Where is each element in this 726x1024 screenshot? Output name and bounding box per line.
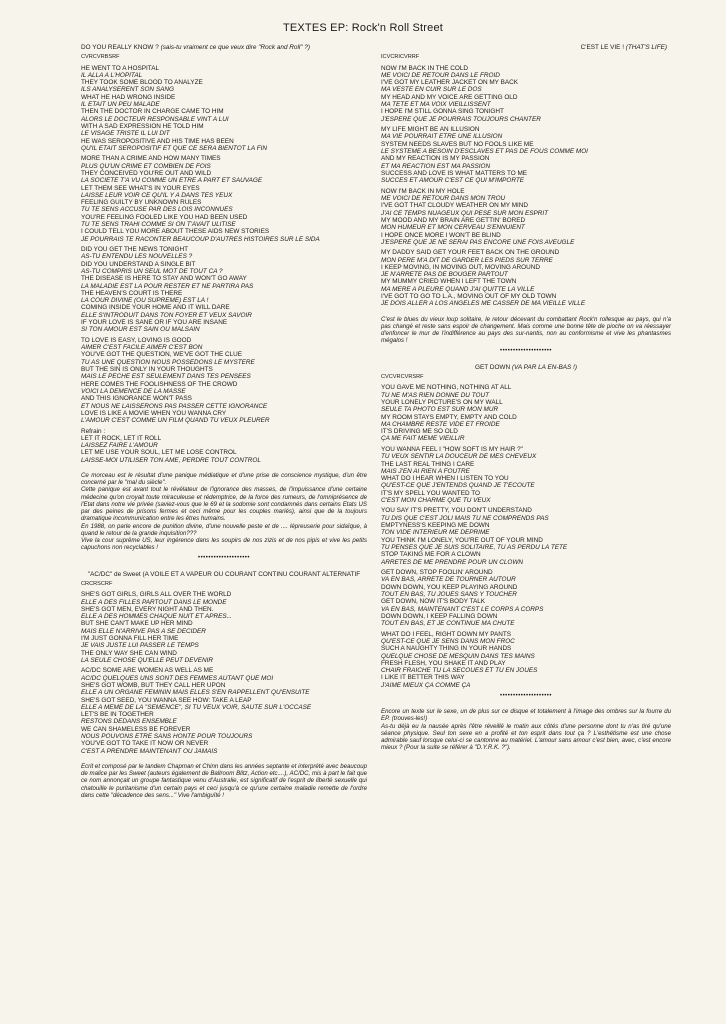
lyric-line-french: AC/DC QUELQUES UNS SONT DES FEMMES AUTANT QUE MOI [81,674,274,682]
song-header [381,44,671,51]
lyric-line-french: JE POURRAIS TE RACONTER BEAUCOUP D'AUTRES HISTOIRES SUR LE SIDA [81,235,320,243]
lyric-line: YOU WANNA FEEL I "HOW SOFT IS MY HAIR ?" [381,445,523,453]
song-do-you-really-know [81,44,367,563]
lyric-line: THEN THE DOCTOR IN CHARGE CAME TO HIM [81,108,224,116]
lyric-line: MY HEAD AND MY VOICE ARE GETTING OLD [381,93,518,101]
lyric-line: I'VE GOT THAT CLOUDY WEATHER ON MY MIND [381,202,529,210]
lyric-line: I'VE GOT TO GO TO L.A., MOVING OUT OF MY OLD TOWN [381,293,557,301]
lyric-line-french: VOICI LA DEMENCE DE LA MASSE [81,387,186,395]
lyric-line-french: IL ALLA A L'HOPITAL [81,71,143,79]
lyric-line: DOWN DOWN, YOU KEEP PLAYING AROUND [381,583,518,591]
left-column [81,44,367,803]
lyric-line-french: ELLE S'INTRODUIT DANS TON FOYER ET VEUX SAVOIR [81,311,252,319]
lyric-line-french: LAISSE LEUR VOIR CE QU'IL Y A DANS TES YEUX [81,191,233,199]
lyric-line: YOU GAVE ME NOTHING, NOTHING AT ALL [381,384,512,392]
stanza [381,631,671,689]
commentary-paragraph: Vive la cour suprême US, leur ingérence dans les soupirs de nos zizis et de nos pipis et vive les petits capuchons non recyclables ! [81,536,367,552]
song-title-translation: (THAT'S LIFE) [625,44,667,51]
lyric-line: IT'S DRIVING ME SO OLD [381,428,458,436]
song-title: "AC/DC" de Sweet (A VOILE ET A VAPEUR OU COURANT CONTINU COURANT ALTERNATIF [87,570,361,578]
song-title: C'EST LE VIE ! [580,44,624,51]
lyric-line: AC/DC SOME ARE WOMEN AS WELL AS ME [81,667,214,675]
stanza [381,188,671,246]
commentary-paragraph: Cette panique est avant tout le révélateur de l'ignorance des masses, de l'impuissance d'une certaine médecine qu'on croyait toute miraculeuse et rédemptrice, de la force des rumeurs, de l'omniprésence de l'Etat dans notre vie privée (saviez-vous que le 69 et la sodomie sont condamnés dans certains Etats US par des peines de prisons fermes et ceci même pour les couples mariés), ainsi que de la toujours dramatique incommunication entre les êtres humains. [81,486,367,523]
lyric-line-french: SI TON AMOUR EST SAIN OU MALSAIN [81,326,200,334]
lyric-line: SUCCESS AND LOVE IS WHAT MATTERS TO ME [381,169,528,177]
lyric-line: THE ONLY WAY SHE CAN WIND [81,649,177,657]
lyric-line-french: AIMER C'EST FACILE AIMER C'EST BON [81,344,203,352]
lyric-line-french: J'ESPERE QUE JE NE SERAI PAS ENCORE UNE FOIS AVEUGLE [381,238,575,246]
lyric-line: MORE THAN A CRIME AND HOW MANY TIMES [81,155,221,163]
lyric-line: DID YOU GET THE NEWS TONIGHT [81,246,188,254]
lyric-line-french: MA VIE POURRAIT ETRE UNE ILLUSION [381,133,503,141]
lyric-line-french: TU DIS QUE C'EST JOLI MAIS TU NE COMPRENDS PAS [381,514,549,522]
lyric-line-french: TON VIDE INTERIEUR ME DEPRIME [381,529,490,537]
lyric-line: WHAT HE HAD WRONG INSIDE [81,93,176,101]
song-header [381,364,671,371]
lyric-line-french: LE VISAGE TRISTE IL LUI DIT [81,130,170,138]
lyric-line: SUCH A NAUGHTY THING IN YOUR HANDS [381,645,512,653]
lyric-line: GET DOWN, STOP FOOLIN' AROUND [381,569,493,577]
lyric-line-french: TU NE M'AS RIEN DONNE DU TOUT [381,391,489,399]
lyric-line: HE WAS SEROPOSITIVE AND HIS TIME HAS BEEN [81,137,234,145]
lyric-line-french: JE VAIS JUSTE LUI PASSER LE TEMPS [81,642,199,650]
stanza [381,249,671,307]
song-structure-code: CVRCVRBSRF [81,54,120,61]
lyric-line-french: L'AMOUR C'EST COMME UN FILM QUAND TU VEUX PLEURER [81,417,270,425]
lyrics [81,591,367,755]
lyric-line: YOU THINK I'M LONELY, YOU'RE OUT OF YOUR MIND [381,536,543,544]
stanza [81,428,367,464]
lyric-line: IF YOUR LOVE IS SANE OR IF YOU ARE INSANE [81,319,228,327]
lyric-line-french: SEULE TA PHOTO EST SUR MON MUR [381,406,499,414]
commentary-paragraph: Ecrit et composé par le tandem Chapman et Chinn dans les années septante et interprété avec beaucoup de malice par les Sweet (auteurs également de Ballroom Blitz, Action etc....), AC/DC, mis à part le fait que ce nom annonçait un groupe fantastique venu d'Australie, est significatif de l'esprit de liberté sexuelle qui chatouille le puritanisme d'un certain pays et ceci jusqu'à ce qu'une certaine maladie remette de l'ordre dans cette "décadence des sens..." Vive l'ambiguïté ! [81,762,367,799]
song-title-translation: (sais-tu vraiment ce que veux dire "Rock and Roll" ?) [160,44,311,51]
lyric-line: COMING INSIDE YOUR HOME AND IT WILL DARE [81,304,230,312]
lyric-line: AND THIS IGNORANCE WON'T PASS [81,395,192,403]
lyric-line-french: IL ETAIT UN PEU MALADE [81,101,160,109]
lyric-line: SHE'S GOT SEED, YOU WANNA SEE HOW: TAKE A LEAP [81,696,252,704]
lyric-line-french: PLUS QU'UN CRIME ET COMBIEN DE FOIS [81,162,211,170]
lyric-line-french: ELLE A DES HOMMES CHAQUE NUIT ET APRES... [81,613,232,621]
lyric-line-french: VA EN BAS, MAINTENANT C'EST LE CORPS A CORPS [381,605,544,613]
lyric-line: I LIKE IT BETTER THIS WAY [381,674,465,682]
commentary-paragraph: Ce morceau est le résultat d'une panique médiatique et d'une prise de conscience mystique, d'un être concerné par le "mal du siècle". [81,472,367,487]
lyric-line-french: MA TETE ET MA VOIX VIEILLISSENT [381,101,491,109]
lyric-line: I HOPE I'M STILL GONNA SING TONIGHT [381,108,504,116]
stanza [381,126,671,184]
lyric-line: DOWN DOWN, I KEEP FALLING DOWN [381,612,498,620]
separator: •••••••••••••••••••• [499,348,552,355]
lyric-line-french: LA SOCIETE T'A VU COMME UN ETRE A PART ET SAUVAGE [81,177,263,185]
lyric-line: HE WENT TO A HOSPITAL [81,64,160,72]
lyric-line: I KEEP MOVING, IN MOVING OUT, MOVING AROUND [381,263,540,271]
lyric-line-french: MA CHAMBRE RESTE VIDE ET FROIDE [381,420,500,428]
lyric-line: GET DOWN, NOW IT'S BODY TALK [381,598,486,606]
stanza [381,384,671,442]
lyric-line: LOVE IS LIKE A MOVIE WHEN YOU WANNA CRY [81,409,227,417]
lyric-line-french: ME VOICI DE RETOUR DANS MON TROU [381,195,506,203]
lyric-line: YOU SAY IT'S PRETTY, YOU DON'T UNDERSTAND [381,507,532,515]
right-column [381,44,671,756]
lyric-line: THE DISEASE IS HERE TO STAY AND WON'T GO AWAY [81,275,247,283]
stanza [81,65,367,153]
lyric-line: MY MOOD AND MY BRAIN ARE GETTIN' BORED [381,216,526,224]
lyric-line-french: AS-TU ENTENDU LES NOUVELLES ? [81,253,193,261]
lyric-line: NOW I'M BACK IN MY HOLE [381,187,465,195]
lyric-line: MY MUMMY CRIED WHEN I LEFT THE TOWN [381,278,517,286]
stanza [81,246,367,334]
lyric-line: LET'S BE IN TOGETHER [81,711,154,719]
lyric-line-french: C'EST MON CHARME QUE TU VEUX [381,497,491,504]
lyric-line: NOW I'M BACK IN THE COLD [381,64,469,72]
lyric-line: SHE'S GOT WOMB, BUT THEY CALL HER UPON [81,681,226,689]
lyric-line-french: LA MALADIE EST LA POUR RESTER ET NE PARTIRA PAS [81,282,254,290]
lyrics [381,384,671,689]
lyric-line-french: ET MA REACTION EST MA PASSION [381,162,491,170]
lyric-line: I'M JUST GONNA FILL HER TIME [81,634,179,642]
lyric-line: WHAT DO I HEAR WHEN I LISTEN TO YOU [381,475,509,483]
song-header [81,44,367,51]
song-cest-la-vie [381,44,671,356]
lyric-line-french: QU'IL ETAIT SEROPOSITIF ET QUE CE SERA BIENTOT LA FIN [81,144,267,152]
lyric-line: SYSTEM NEEDS SLAVES BUT NO FOOLS LIKE ME [381,140,534,148]
stanza [381,446,671,504]
lyric-line-french: ELLE A UN ORGANE FEMININ MAIS ELLES S'EN RAPPELLENT QU'ENSUITE [81,689,310,697]
lyric-line-french: MON PERE M'A DIT DE GARDER LES PIEDS SUR TERRE [381,256,553,264]
lyric-line-french: LAISSEZ FAIRE L'AMOUR [81,442,158,450]
lyric-line-french: MAIS J'EN AI RIEN A FOUTRE [381,467,470,475]
song-title: GET DOWN [475,363,511,371]
lyric-line: YOU'VE GOT THE QUESTION, WE'VE GOT THE CLUE [81,351,243,359]
lyric-line-french: RESTONS DEDANS ENSEMBLE [81,718,177,726]
lyric-line-french: ME VOICI DE RETOUR DANS LE FROID [381,71,500,79]
song-structure-code: CVCVRCVRSRF [381,374,424,381]
lyric-line: Refrain : [81,427,106,435]
page-title: TEXTES EP: Rock'n Roll Street [282,22,444,34]
lyrics [381,65,671,308]
commentary [81,472,367,551]
separator: •••••••••••••••••••• [499,692,552,699]
lyric-line-french: AS-TU COMPRIS UN SEUL MOT DE TOUT CA ? [81,267,223,275]
commentary-paragraph: En 1988, on parle encore de punition divine, d'une nouvelle peste et de .... lépreuserie pour sidaïque, à quand le retour de la grande inquisition??? [81,522,367,537]
lyric-line: WHAT DO I FEEL, RIGHT DOWN MY PANTS [381,630,512,638]
song-structure-code: CRCRSCRF [81,580,113,587]
stanza [381,65,671,123]
commentary [81,763,367,799]
lyric-line: MY ROOM STAYS EMPTY, EMPTY AND COLD [381,413,517,421]
stanza [81,337,367,425]
stanza [381,507,671,565]
lyric-line: THEY CONCEIVED YOU'RE OUT AND WILD [81,169,212,177]
lyric-line-french: QUELQUE CHOSE DE MESQUIN DANS TES MAINS [381,652,535,660]
lyric-line: LET IT ROCK, LET IT ROLL [81,434,162,442]
lyric-line-french: TU TE SENS TRAHI COMME SI ON T'AVAIT ULITISE [81,221,236,229]
lyric-line: AND MY REACTION IS MY PASSION [381,155,490,163]
song-ac-dc [81,571,367,799]
lyric-line: SHE'S GOT MEN, EVERY NIGHT AND THEN. [81,605,214,613]
stanza [81,155,367,243]
lyric-line: WE CAN SHAMELESS BE FOREVER [81,725,191,733]
lyric-line-french: TOUT EN BAS, ET JE CONTINUE MA CHUTE [381,620,515,628]
lyric-line-french: LA COUR DIVINE (OU SUPREME) EST LA ! [81,297,209,305]
lyric-line-french: ET NOUS NE LAISSERONS PAS PASSER CETTE IGNORANCE [81,402,268,410]
lyric-line-french: TU VEUX SENTIR LA DOUCEUR DE MES CHEVEUX [381,453,537,461]
lyric-line-french: ILS ANALYSERENT SON SANG [81,86,174,94]
lyric-line: STOP TAKING ME FOR A CLOWN [381,551,481,559]
lyric-line-french: QU'EST-CE QUE JE SENS DANS MON FROC [381,637,515,645]
lyric-line: THEY TOOK SOME BLOOD TO ANALYZE [81,79,203,87]
lyric-line: DID YOU UNDERSTAND A SINGLE BIT [81,260,196,268]
lyric-line: I HOPE ONCE MORE I WON'T BE BLIND [381,231,501,239]
lyric-line-french: VA EN BAS, ARRETE DE TOURNER AUTOUR [381,576,516,584]
lyric-line-french: NOUS POUVONS ETRE SANS HONTE POUR TOUJOURS [81,733,253,741]
lyric-line-french: MAIS ELLE N'ARRIVE PAS A SE DECIDER [81,627,206,635]
lyric-line: BUT THE SIN IS ONLY IN YOUR THOUGHTS [81,366,213,374]
song-get-down [381,364,671,752]
lyric-line: TO LOVE IS EASY, LOVING IS GOOD [81,336,192,344]
lyric-line: LET ME USE YOUR SOUL, LET ME LOSE CONTROL [81,449,237,457]
lyric-line-french: JE N'ARRETE PAS DE BOUGER PARTOUT [381,271,508,279]
lyric-line: THE HEAVEN'S COURT IS THERE [81,289,183,297]
commentary-paragraph: C'est le blues du vieux loup solitaire, le retour décevant du combattant Rock'n rollesque au pays, qui n'a pas changé et reste sans espoir de changement. Mais comme une bonne tête de pioche on va réessayer d'enfoncer le mur de l'indifférence au pays des sur-nantis, non au conformisme et vive les phantasmes mégalos ! [381,315,671,345]
lyric-line: LET THEM SEE WHAT'S IN YOUR EYES [81,184,200,192]
lyric-line: YOUR LONELY PICTURE'S ON MY WALL [381,398,503,406]
stanza [81,667,367,755]
lyric-line: YOU'VE GOT TO TAKE IT NOW OR NEVER [81,740,209,748]
lyric-line: SHE'S GOT GIRLS, GIRLS ALL OVER THE WORLD [81,591,232,599]
lyric-line-french: MON HUMEUR ET MON CERVEAU S'ENNUIENT [381,224,525,232]
lyric-line: YOU'RE FEELING FOOLED LIKE YOU HAD BEEN USED [81,213,248,221]
lyric-line-french: ELLE A MEME DE LA "SEMENCE", SI TU VEUX VOIR, SAUTE SUR L'OCCASE [81,703,312,711]
lyric-line: FEELING GUILTY BY UNKNOWN RULES [81,199,202,207]
lyric-line-french: CHAIR FRAICHE TU LA SECOUES ET TU EN JOUES [381,667,538,675]
stanza [81,591,367,664]
commentary-paragraph: As-tu déjà eu la nausée après l'être réveillé le matin aux côtés d'une personne dont tu n'as tiré qu'une séance physique. Seul ton sexe en a profité et ton esprit dans tout ça ? L'esthétisme est une chose admirable sauf lorsque celui-ci se cantonne au matériel. L'amour sans amour c'est bien, avec, c'est encore mieux ? (Pour la suite se référer à "D.Y.R.K. ?"). [381,722,671,752]
lyric-line-french: SUCCES ET AMOUR C'EST CE QUI M'IMPORTE [381,177,525,185]
lyric-line-french: TU PENSES QUE JE SUIS SOLITAIRE, TU AS PERDU LA TETE [381,543,568,551]
lyric-line-french: MAIS LE PECHE EST SEULEMENT DANS TES PENSEES [81,373,251,381]
lyric-line-french: ELLE A DES FILLES PARTOUT DANS LE MONDE [81,598,227,606]
lyric-line: IT'S MY SPELL YOU WANTED TO [381,489,480,497]
lyric-line-french: LA SEULE CHOSE QU'ELLE PEUT DEVENIR [81,656,214,664]
lyric-line: FRESH FLESH, YOU SHAKE IT AND PLAY [381,659,506,667]
lyric-line-french: TOUT EN BAS, TU JOUES SANS Y TOUCHER [381,590,517,598]
commentary-paragraph: Encore un texte sur le sexe, un de plus sur ce disque et totalement à l'image des ombres sur la fourre du EP. (trouves-les!) [381,708,671,723]
lyric-line-french: QU'EST-CE QUE J'ENTENDS QUAND JE T'ECOUTE [381,482,535,490]
lyric-line: WITH A SAD EXPRESSION HE TOLD HIM [81,122,204,130]
lyric-line-french: MA VESTE EN CUIR SUR LE DOS [381,86,482,94]
lyric-line-french: TU AS UNE QUESTION NOUS POSSEDONS LE MYSTERE [81,358,255,366]
lyrics [81,65,367,464]
song-structure-code: ICVCRICVRRF [381,54,420,61]
lyric-line: MY DADDY SAID GET YOUR FEET BACK ON THE GROUND [381,249,560,257]
lyric-line: MY LIFE MIGHT BE AN ILLUSION [381,126,480,134]
lyric-line: I'VE GOT MY LEATHER JACKET ON MY BACK [381,79,518,87]
lyric-line-french: LAISSE-MOI UTILISER TON AME, PERDRE TOUT CONTROL [81,456,261,464]
lyric-line: HERE COMES THE FOOLISHNESS OF THE CROWD [81,380,238,388]
lyric-line: THE LAST REAL THING I CARE [381,460,475,468]
lyric-line-french: J'AIME MIEUX ÇA COMME ÇA [381,681,471,689]
lyric-line: I COULD TELL YOU MORE ABOUT THESE AIDS NEW STORIES [81,228,270,236]
lyric-line-french: ALORS LE DOCTEUR RESPONSABLE VINT A LUI [81,115,229,123]
lyric-line-french: JE DOIS ALLER A LOS ANGELES ME CASSER DE MA VIEILLE VILLE [381,300,586,308]
lyric-line-french: MA MERE A PLEURE QUAND J'AI QUITTE LA VILLE [381,285,535,293]
lyric-line: EMPTYNESS'S KEEPING ME DOWN [381,522,490,530]
lyric-line-french: ARRETES DE ME PRENDRE POUR UN CLOWN [381,558,524,566]
commentary [381,708,671,751]
lyric-line-french: J'AI CE TEMPS NUAGEUX QUI PESE SUR MON ESPRIT [381,209,549,217]
lyric-line-french: ÇA ME FAIT MEME VIEILLIR [381,435,465,443]
lyric-line-french: C'EST A PRENDRE MAINTENANT OU JAMAIS [81,747,218,755]
lyric-line: BUT SHE CAN'T MAKE UP HER MIND [81,620,193,628]
lyric-line-french: J'ESPERE QUE JE POURRAIS TOUJOURS CHANTER [381,115,541,123]
commentary [381,316,671,345]
lyric-line-french: LE SYSTEME A BESOIN D'ESCLAVES ET PAS DE FOUS COMME MOI [381,148,588,156]
lyric-line-french: TU TE SENS ACCUSE PAR DES LOIS INCONNUES [81,206,233,214]
stanza [381,569,671,627]
song-title-translation: (VA PAR LA EN-BAS !) [511,363,577,371]
separator: •••••••••••••••••••• [197,555,250,562]
song-title: DO YOU REALLY KNOW ? [81,44,159,51]
